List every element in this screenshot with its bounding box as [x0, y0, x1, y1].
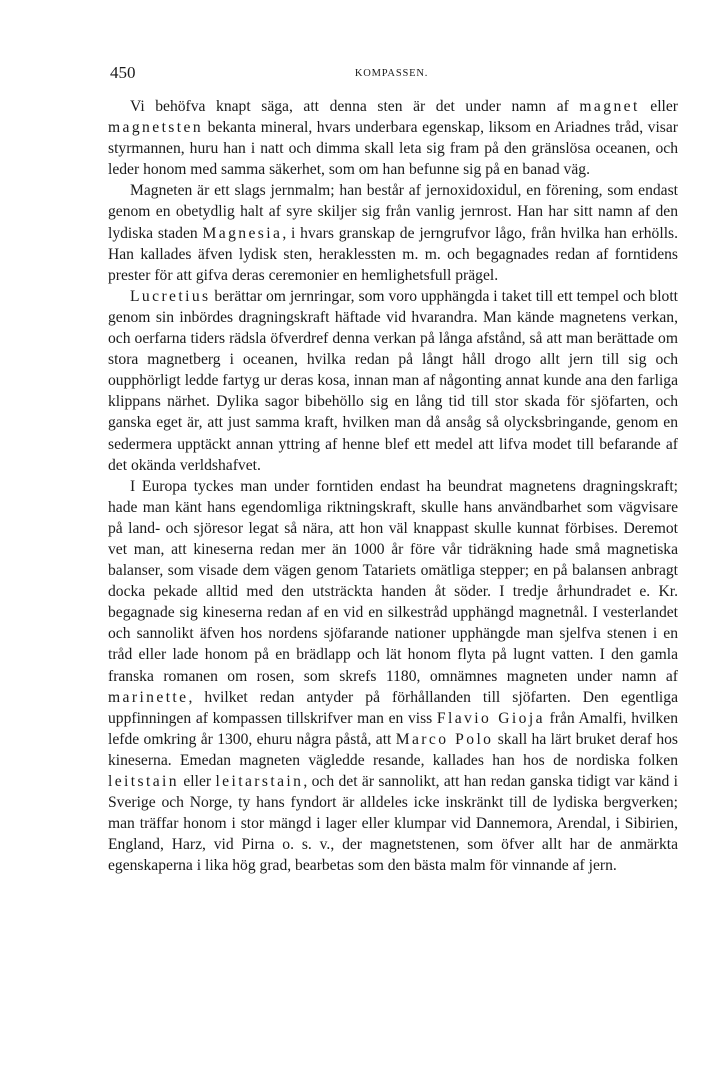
text-run: bekanta mineral, hvars underbara egenskap, liksom en Ariadnes tråd, visar styrmannen, huru han i natt och dimma skall leta sig fram på den gränslösa oceanen, och leder honom med samma säkerhet, som om han befunne sig på en banad väg. — [108, 119, 678, 179]
paragraph — [108, 286, 678, 476]
text-run: Vi behöfva knapt säga, att denna sten är det under namn af — [130, 98, 580, 115]
text-run: eller — [639, 98, 678, 115]
page-header — [110, 63, 673, 85]
text-run: , och det är sannolikt, att han redan ganska tidigt var känd i Sverige och Norge, ty hans fyndort är alldeles icke inskränkt till de lydiska bergverken; man träffar honom i stor mängd i lager eller klumpar vid Dannemora, Arendal, i Sibirien, England, Harz, vid Pirna o. s. v., der magnetstenen, som öfver allt har de anmärkta egenskaperna i lika hög grad, bearbetas som den bästa malm för vinnande af jern. — [108, 773, 678, 875]
spaced-term: marinette — [108, 688, 189, 706]
text-run: från Amalfi, hvilken lefde omkring år 1300, ehuru några påstå, att — [108, 709, 678, 748]
spaced-term: Magnesia — [202, 224, 283, 242]
spaced-term: Lucretius — [130, 287, 211, 305]
text-run: , i hvars granskap de jerngrufvor lågo, från hvilka han erhölls. Han kallades äfven lydisk sten, heraklessten m. m. och begagnades redan af forntidens prester för att gifva deras ceremonier en hemlighetsfull prägel. — [108, 224, 678, 284]
spaced-term: Flavio Gioja — [436, 709, 545, 727]
text-run: skall ha lärt bruket deraf hos kineserna. Emedan magneten vägledde resande, kallades han hos de nordiska folken — [108, 730, 678, 769]
text-run: eller — [178, 773, 216, 790]
paragraph — [108, 476, 678, 877]
spaced-term: magnet — [579, 98, 640, 115]
text-run: I Europa tyckes man under forntiden endast ha beundrat magnetens dragningskraft; hade man känt hans egendomliga riktningskraft, skulle hans användbarhet som vägvisare på land- och sjöresor legat så nära, att hon väl knappast skulle kunnat förbises. Deremot vet man, att kineserna redan mer än 1000 år före vår tidräkning hade små magnetiska balanser, som visade dem vägen genom Tatariets omätliga stepper; en på balansen anbragt docka pekade alltid med den utsträckta handen åt söder. I tredje århundradet e. Kr. begagnade sig kineserna redan af en vid en silkestråd upphängd magnetnål. I vesterlandet och sannolikt äfven hos nordens sjöfarande nationer upphängde man sjelfva stenen i en tråd eller lade honom på en brädlapp och lät honom flyta på lugnt vatten. I den gamla franska romanen om rosen, som skrefs 1180, omnämnes magneten under namn af — [108, 477, 678, 685]
text-run: Magneten är ett slags jernmalm; han består af jernoxidoxidul, en förening, som endast genom en obetydlig halt af syre skiljer sig från vanlig jernrost. Han har sitt namn af den lydiska staden — [108, 182, 678, 242]
paragraph — [108, 96, 678, 180]
body-text — [108, 96, 678, 876]
spaced-term: leitarstain — [215, 773, 304, 790]
text-run: , hvilket redan antyder på förhållanden till sjöfarten. Den egentliga uppfinningen af kompassen tillskrifver man en viss — [108, 688, 678, 727]
running-title: KOMPASSEN. — [354, 68, 429, 79]
text-run: berättar om jernringar, som voro upphängda i taket till ett tempel och blott genom sin inbördes dragningskraft häftade vid hvarandra. Man kände magnetens verkan, och oerfarna tiders rädsla öfverdref denna verkan på långa afstånd, så att man berättade om stora magnetberg i oceanen, hvilka redan på långt håll drogo allt jern till sig och oupphörligt ledde fartyg ur deras kosa, innan man af någonting annat kunde ana den farliga klippans närhet. Dylika sagor bibehöllo sig en lång tid till stor skada för sjöfarten, och ganska eget är, att just samma kraft, hvilken man då ansåg så olycksbringande, genom en sedermera upptäckt annan yttring af henne blef ett medel att lifva modet till befarande af det okända verldshafvet. — [108, 287, 678, 474]
spaced-term: Marco Polo — [395, 730, 494, 748]
paragraph — [108, 180, 678, 285]
spaced-term: leitstain — [108, 773, 179, 790]
spaced-term: magnetsten — [108, 119, 204, 137]
page-number: 450 — [110, 63, 136, 82]
